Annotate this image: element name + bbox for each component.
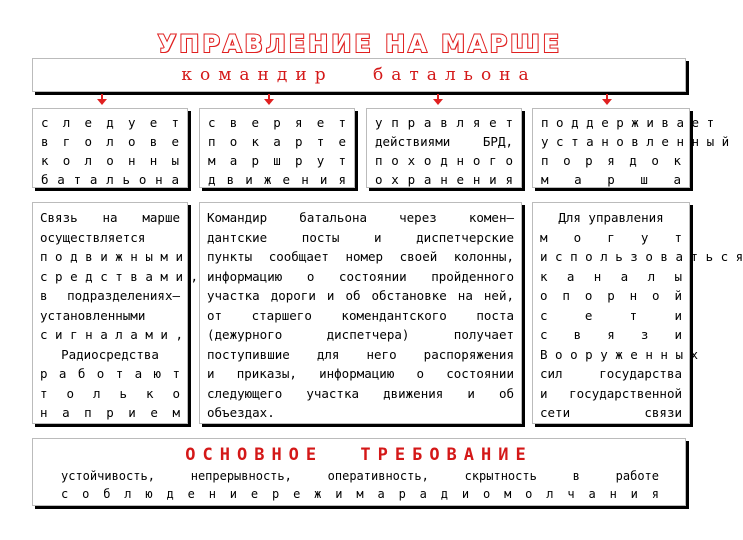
detail-line: с и г н а л а м и ,	[40, 327, 183, 342]
detail-line: от старшего комендантского поста	[207, 307, 514, 323]
detail-line: Радиосредства	[61, 346, 159, 362]
duty-line: у п р а в л я е т	[375, 115, 513, 130]
duty-line: у с т а н о в л е н н ы й	[541, 134, 730, 149]
requirement-line: устойчивость, непрерывность, оперативность, скрытность в работе	[61, 469, 659, 483]
requirement-line: с о б л ю д е н и е р е ж и м а р а д и о м о л ч а н и я	[61, 487, 659, 501]
duty-line: п о к а р т е	[208, 134, 346, 149]
detail-line: Командир батальона через комен–	[207, 210, 514, 225]
duty-line: с л е д у е т	[41, 115, 179, 130]
detail-line: (дежурного диспетчера) получает	[207, 327, 514, 342]
detail-line: Связь на марше	[40, 210, 180, 225]
duty-box-leads	[32, 108, 188, 188]
requirement-title: ОСНОВНОЕ ТРЕБОВАНИЕ	[185, 445, 533, 465]
duty-line: б а т а л ь о н а	[41, 172, 179, 187]
duty-box-maintains-order	[532, 108, 730, 188]
detail-line: н а п р и е м	[40, 405, 180, 420]
detail-line: следующего участка движения и об	[207, 385, 514, 401]
duty-line: п о д д е р ж и в а е т	[541, 115, 715, 130]
detail-line: п о д в и ж н ы м и	[40, 249, 183, 264]
duty-line: м а р ш а	[541, 172, 681, 187]
duty-line: о х р а н е н и я	[375, 172, 513, 187]
commander-label: командир батальона	[181, 65, 537, 85]
detail-line: информацию о состоянии пройденного	[207, 268, 514, 284]
detail-line: и государственной	[540, 385, 682, 401]
duty-line: п о р я д о к	[541, 153, 681, 168]
arrow-down-icon	[602, 94, 612, 106]
detail-line: В о о р у ж е н н ы х	[540, 346, 699, 362]
detail-line: объездах.	[207, 405, 275, 420]
detail-line: р а б о т а ю т	[40, 366, 180, 381]
arrow-down-icon	[97, 94, 107, 106]
duty-line: к о л о н н ы	[41, 153, 179, 168]
page-title: УПРАВЛЕНИЕ НА МАРШЕ	[157, 30, 563, 58]
detail-line: пункты сообщает номер своей колонны,	[207, 249, 514, 264]
duty-line: действиями БРД,	[375, 134, 513, 149]
detail-line: сил государства	[540, 366, 682, 381]
main-requirement-box	[32, 438, 686, 506]
detail-line: установленными	[40, 307, 146, 323]
detail-line: с р е д с т в а м и ,	[40, 268, 199, 284]
detail-line: участка дороги и об обстановке на ней,	[207, 288, 514, 303]
detail-line: т о л ь к о	[40, 385, 180, 401]
duty-box-manages-guard	[366, 108, 522, 188]
duty-line: м а р ш р у т	[208, 153, 346, 168]
detail-line: о п о р н о й	[540, 288, 682, 303]
detail-line: поступившие для него распоряжения	[207, 346, 514, 362]
duty-line: д в и ж е н и я	[208, 172, 346, 187]
detail-line: и с п о л ь з о в а т ь с я	[540, 249, 743, 264]
arrow-down-icon	[433, 94, 443, 106]
detail-line: и приказы, информацию о состоянии	[207, 366, 514, 381]
detail-line: с е т и	[540, 307, 682, 323]
duty-box-checks-route	[199, 108, 355, 188]
detail-line: м о г у т	[540, 229, 682, 245]
detail-line: дантские посты и диспетчерские	[207, 229, 514, 245]
commander-reporting-box	[199, 202, 522, 424]
detail-line: в подразделениях–	[40, 288, 180, 303]
detail-line: Для управления	[558, 210, 664, 225]
detail-line: осуществляется	[40, 229, 146, 245]
communication-channels-box	[532, 202, 743, 424]
communication-box	[32, 202, 199, 424]
duty-line: с в е р я е т	[208, 115, 346, 130]
arrow-down-icon	[264, 94, 274, 106]
commander-box	[32, 58, 686, 92]
duty-line: в г о л о в е	[41, 134, 179, 149]
detail-line: с в я з и	[540, 327, 682, 342]
detail-line: сети связи	[540, 405, 682, 420]
detail-line: к а н а л ы	[540, 268, 682, 284]
duty-line: п о х о д н о г о	[375, 153, 513, 168]
